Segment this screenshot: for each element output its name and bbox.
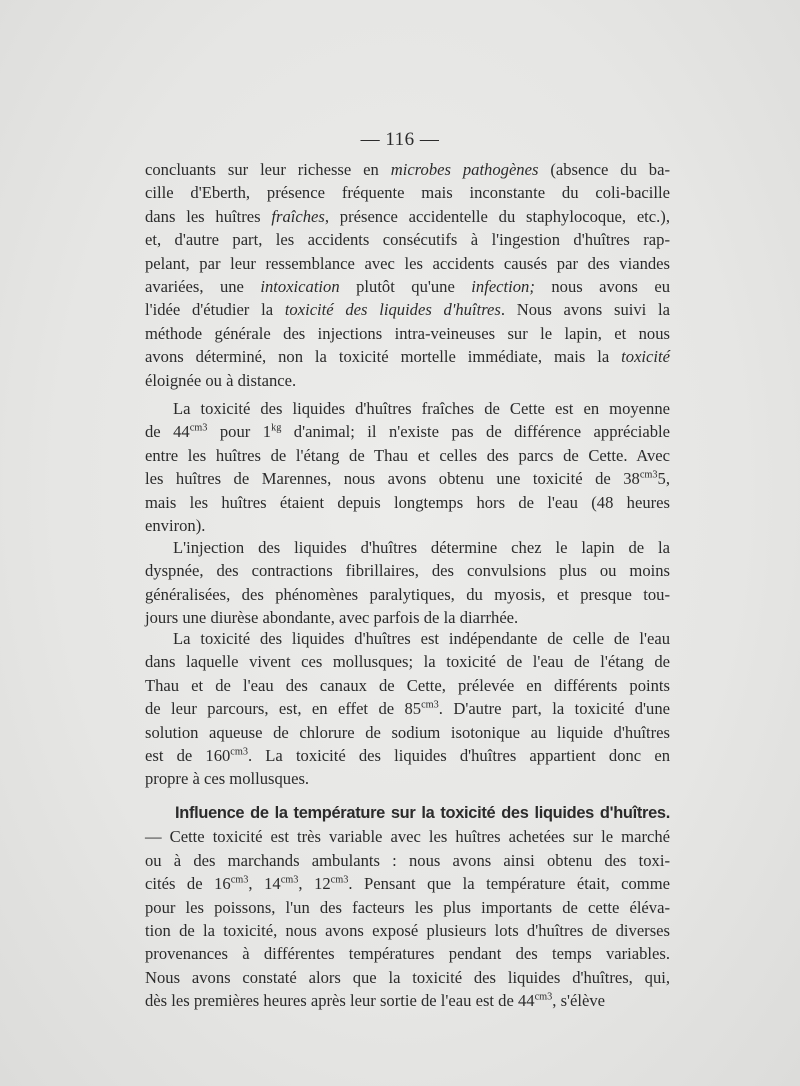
text-line: La toxicité des liquides d'huîtres est indépendante de celle de l'eau xyxy=(173,629,670,648)
text-line: dyspnée, des contractions fibrillaires, des convulsions plus ou moins xyxy=(145,561,670,581)
page-number: — 116 — xyxy=(360,129,440,150)
text-line: de $44^{cm3}$ pour $1^{kg}$ d'animal; il n'existe pas de différence appréciable xyxy=(145,422,670,442)
text-line: généralisées, des phénomènes paralytiques, du myosis, et presque tou- xyxy=(145,584,670,604)
text-line: l'idée d'étudier la toxicité des liquides d'huîtres. Nous avons suivi la xyxy=(145,300,670,320)
text-line: Thau et de l'eau des canaux de Cette, prélevée en différents points xyxy=(145,675,670,695)
text-line: ou à des marchands ambulants : nous avons ainsi obtenu des toxi- xyxy=(145,850,670,870)
section-heading: Influence de la température sur la toxicité des liquides d'huîtres. xyxy=(175,804,670,822)
text-line: dans laquelle vivent ces mollusques; la toxicité de l'eau de l'étang de xyxy=(145,652,670,672)
text-line: solution aqueuse de chlorure de sodium isotonique au liquide d'huîtres xyxy=(145,722,670,742)
text-line: les huîtres de Marennes, nous avons obtenu une toxicité de $38^{cm3}5$, xyxy=(145,469,670,489)
text-line: avariées, une intoxication plutôt qu'une infection; nous avons eu xyxy=(145,277,670,297)
paragraph-1 xyxy=(145,158,670,392)
paragraph-3 xyxy=(145,536,670,630)
text-line: propre à ces mollusques. xyxy=(145,769,310,789)
text-line: entre les huîtres de l'étang de Thau et celles des parcs de Cette. Avec xyxy=(145,445,670,465)
text-line: dès les premières heures après leur sortie de l'eau est de $44^{cm3}$, s'élève xyxy=(145,991,606,1011)
text-line: pelant, par leur ressemblance avec les accidents causés par des viandes xyxy=(145,253,670,273)
text-line: — Cette toxicité est très variable avec les huîtres achetées sur le marché xyxy=(145,827,670,847)
text-line: méthode générale des injections intra-veineuses sur le lapin, et nous xyxy=(145,323,670,343)
text-line: provenances à différentes températures pendant des temps variables. xyxy=(145,944,670,964)
text-line: de leur parcours, est, en effet de $85^{cm3}$. D'autre part, la toxicité d'une xyxy=(145,699,670,719)
text-line: avons déterminé, non la toxicité mortelle immédiate, mais la toxicité xyxy=(145,347,670,367)
text-line: Nous avons constaté alors que la toxicité des liquides d'huîtres, qui, xyxy=(145,967,670,987)
paragraph-5 xyxy=(145,802,670,1013)
text-line: jours une diurèse abondante, avec parfois de la diarrhée. xyxy=(145,608,519,628)
text-line: et, d'autre part, les accidents consécutifs à l'ingestion d'huîtres rap- xyxy=(145,230,670,250)
text-line: tion de la toxicité, nous avons exposé plusieurs lots d'huîtres de diverses xyxy=(145,921,670,941)
paragraph-4 xyxy=(145,627,670,791)
text-line: éloignée ou à distance. xyxy=(145,370,297,390)
text-line: concluants sur leur richesse en microbes pathogènes (absence du ba- xyxy=(145,160,670,179)
text-line: La toxicité des liquides d'huîtres fraîches de Cette est en moyenne xyxy=(173,399,670,418)
paragraph-2 xyxy=(145,397,670,537)
text-line: pour les poissons, l'un des facteurs les plus importants de cette éléva- xyxy=(145,897,670,917)
text-line: cités de $16^{cm3}$, $14^{cm3}$, $12^{cm3}$. Pensant que la température était, comme xyxy=(145,874,670,894)
text-line: environ). xyxy=(145,516,206,536)
text-line: dans les huîtres fraîches, présence accidentelle du staphylocoque, etc.), xyxy=(145,206,670,226)
text-line: est de $160^{cm3}$. La toxicité des liquides d'huîtres appartient donc en xyxy=(145,746,670,766)
text-line: L'injection des liquides d'huîtres détermine chez le lapin de la xyxy=(173,538,670,557)
text-line: mais les huîtres étaient depuis longtemps hors de l'eau (48 heures xyxy=(145,492,670,512)
text-line: cille d'Eberth, présence fréquente mais inconstante du coli-bacille xyxy=(145,183,670,203)
